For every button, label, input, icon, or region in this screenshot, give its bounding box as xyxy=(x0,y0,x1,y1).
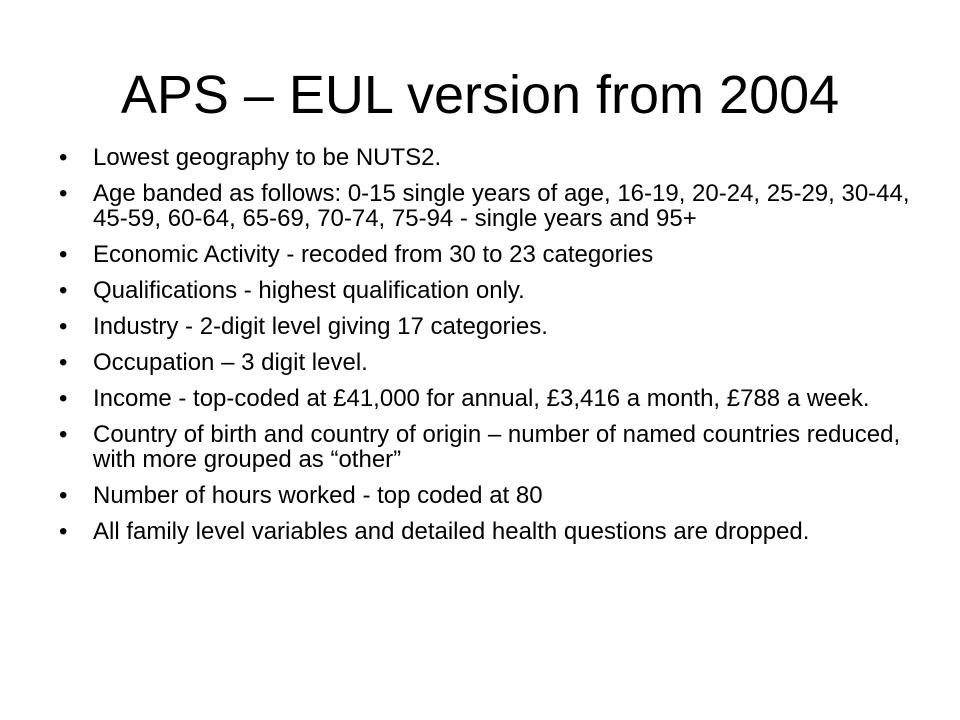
bullet-item-qualifications xyxy=(50,278,930,303)
bullet-icon: • xyxy=(59,482,68,509)
bullet-item-age xyxy=(50,181,930,231)
bullet-item-hours-worked xyxy=(50,483,930,508)
bullet-text: Age banded as follows: 0-15 single years of age, 16-19, 20-24, 25-29, 30-44, 45-59, 60-64, 65-69, 70-74, 75-94 - single years and 95+ xyxy=(93,180,910,232)
bullet-icon: • xyxy=(59,349,68,376)
bullet-item-industry xyxy=(50,314,930,339)
bullet-item-income xyxy=(50,386,930,411)
bullet-icon: • xyxy=(59,421,68,448)
bullet-text: Industry - 2-digit level giving 17 categories. xyxy=(93,313,548,340)
bullet-item-geography xyxy=(50,145,930,170)
bullet-item-economic-activity xyxy=(50,242,930,267)
bullet-icon: • xyxy=(59,518,68,545)
bullet-icon: • xyxy=(59,313,68,340)
bullet-icon: • xyxy=(59,241,68,268)
bullet-icon: • xyxy=(59,180,68,207)
bullet-icon: • xyxy=(59,277,68,304)
bullet-icon: • xyxy=(59,144,68,171)
bullet-list xyxy=(50,145,930,555)
bullet-text: Economic Activity - recoded from 30 to 23 categories xyxy=(93,241,654,268)
bullet-text: Country of birth and country of origin – number of named countries reduced, with more grouped as “other” xyxy=(93,421,901,473)
bullet-item-family-variables xyxy=(50,519,930,544)
bullet-text: Occupation – 3 digit level. xyxy=(93,349,368,376)
bullet-icon: • xyxy=(59,385,68,412)
slide-title: APS – EUL version from 2004 xyxy=(120,65,840,125)
bullet-text: Income - top-coded at £41,000 for annual, £3,416 a month, £788 a week. xyxy=(93,385,870,412)
bullet-item-country-of-birth xyxy=(50,422,930,472)
bullet-item-occupation xyxy=(50,350,930,375)
bullet-text: All family level variables and detailed health questions are dropped. xyxy=(93,518,810,545)
bullet-text: Lowest geography to be NUTS2. xyxy=(93,144,442,171)
bullet-text: Qualifications - highest qualification only. xyxy=(93,277,525,304)
bullet-text: Number of hours worked - top coded at 80 xyxy=(93,482,543,509)
